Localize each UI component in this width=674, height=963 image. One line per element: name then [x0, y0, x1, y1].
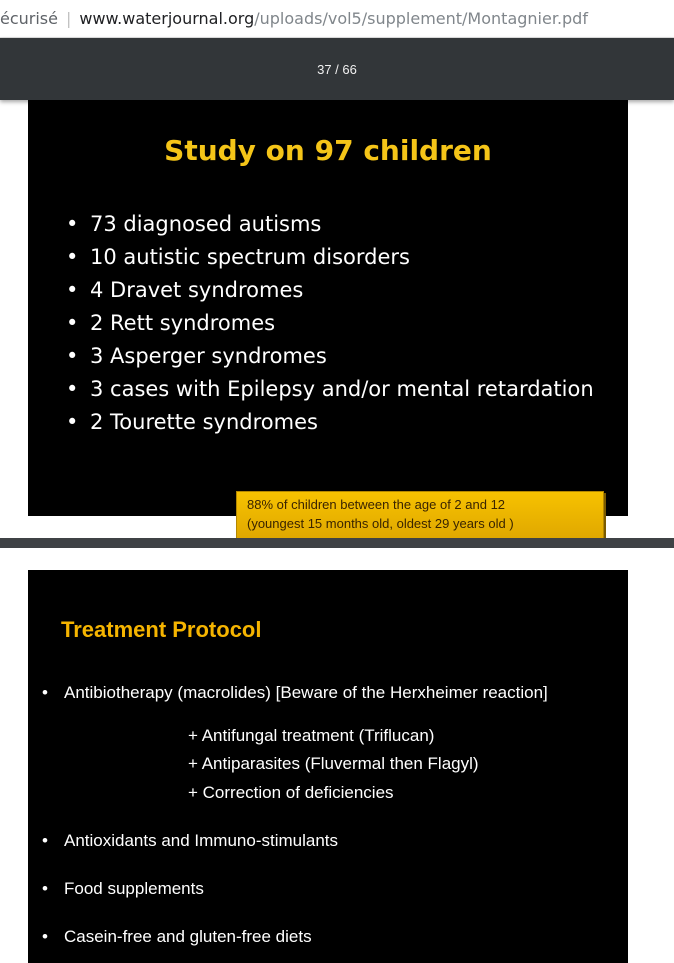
bullet-icon: • [66, 278, 79, 302]
bullet-icon: • [66, 410, 79, 434]
callout-box [236, 491, 604, 539]
url-host[interactable]: www.waterjournal.org [79, 9, 255, 28]
slide-title: Treatment Protocol [61, 617, 262, 642]
bullet-icon: • [42, 879, 48, 898]
pdf-page-38 [28, 570, 628, 963]
slide-title: Study on 97 children [164, 134, 492, 167]
list-item: • Food supplements [42, 879, 204, 898]
list-item: • 2 Rett syndromes [66, 307, 594, 340]
security-indicator[interactable]: écurisé [0, 9, 58, 28]
bullet-icon: • [66, 245, 79, 269]
list-item: • 2 Tourette syndromes [66, 406, 594, 439]
bullet-icon: • [66, 212, 79, 236]
bullet-icon: • [66, 377, 79, 401]
sub-list-item: + Antifungal treatment (Triflucan) [188, 726, 435, 745]
list-item: • Antioxidants and Immuno-stimulants [42, 831, 339, 850]
page-divider [0, 538, 674, 548]
list-item: • 4 Dravet syndromes [66, 274, 594, 307]
bullet-icon: • [42, 683, 48, 702]
pdf-page-37 [28, 76, 628, 531]
address-bar[interactable] [0, 0, 674, 38]
sub-list-item: + Antiparasites (Fluvermal then Flagyl) [188, 754, 479, 773]
callout-line-1: 88% of children between the age of 2 and 12 [247, 497, 506, 512]
bullet-icon: • [42, 831, 48, 850]
pdf-viewer[interactable] [0, 38, 674, 963]
list-item: • 73 diagnosed autisms [66, 208, 594, 241]
sub-list-item: + Correction of deficiencies [188, 783, 394, 802]
bullet-icon: • [42, 927, 48, 946]
pdf-toolbar [0, 38, 674, 100]
slide-bullet-list [66, 208, 594, 439]
callout-line-2: (youngest 15 months old, oldest 29 years old ) [247, 516, 514, 531]
page-counter[interactable]: 37 / 66 [317, 61, 357, 77]
address-separator: | [65, 9, 72, 28]
bullet-icon: • [66, 344, 79, 368]
list-item: • 10 autistic spectrum disorders [66, 241, 594, 274]
list-item: • Casein-free and gluten-free diets [42, 927, 312, 946]
bullet-icon: • [66, 311, 79, 335]
list-item: • Antibiotherapy (macrolides) [Beware of the Herxheimer reaction] [42, 683, 548, 702]
url-path[interactable]: /uploads/vol5/supplement/Montagnier.pdf [254, 9, 588, 28]
list-item: • 3 Asperger syndromes [66, 340, 594, 373]
list-item: • 3 cases with Epilepsy and/or mental retardation [66, 373, 594, 406]
